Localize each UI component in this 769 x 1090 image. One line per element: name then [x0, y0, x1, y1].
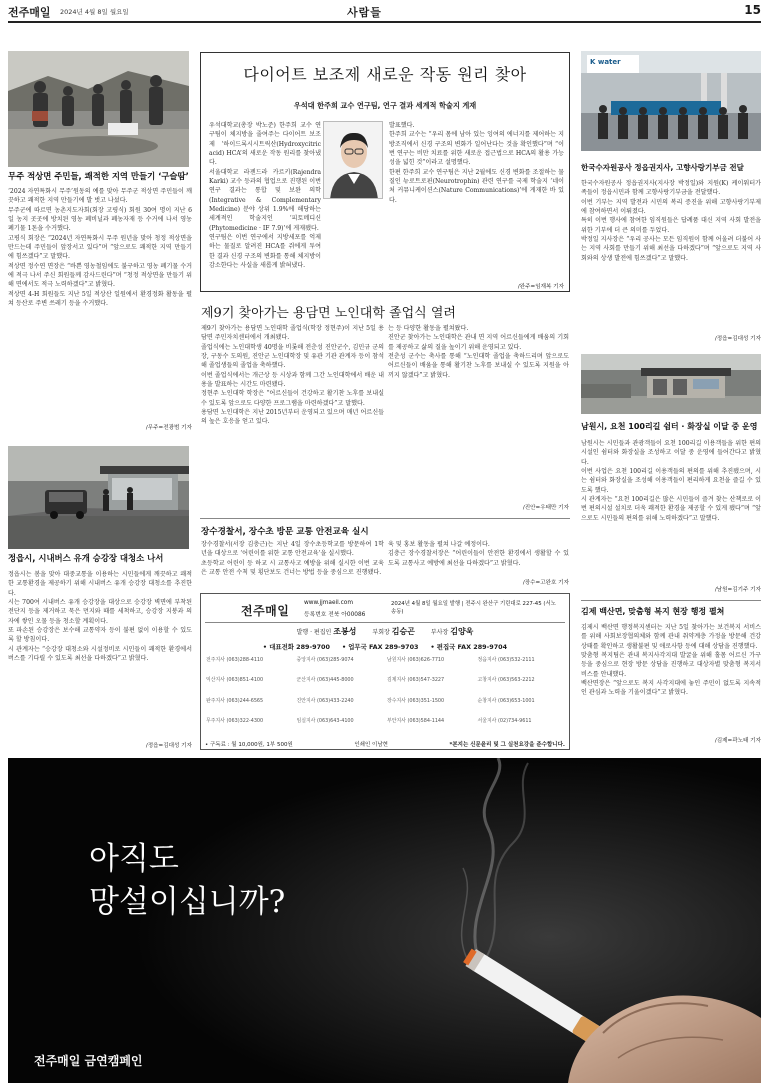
article-byline: /진안=우태만 기자 [522, 505, 569, 511]
article-byline: /정읍=김대성 기자 [714, 336, 761, 342]
article-body-left: 제9기 찾아가는 용담면 노인대학 졸업식(학장 정현주)이 지난 5일 용담면 주민자치센터에서 개최됐다. 졸업식에는 노인대학생 40명을 비롯해 전춘성 진안군수, 김민규 군의장, 구동수 도의원, 진안군 노인대학장 및 유관 기관 관계자 등이 참석해 졸업생들의 졸업을 축하했다. 이번 졸업식에서는 개근상 등 시상과 함께 그간 노인대학에서 배운 내용을 발표하는 시간도 마련됐다. 정현주 노인대학 학장은 “어르신들이 건강하고 활기찬 노후를 보내실 수 있도록 앞으로도 다양한 프로그램을 마련하겠다”고 말했다. 용담면 노인대학은 지난 2015년부터 운영되고 있으며 매년 어르신들의 높은 호응을 얻고 있다. [201, 325, 384, 426]
article-title: 무주 적상면 주민들, 쾌적한 지역 만들기 ‘구슬땀’ [8, 171, 189, 181]
branch-entry: 장수지사 (063)351-1500 [387, 697, 445, 704]
masthead-date: 2024년 4월 8일 월요일 [60, 8, 129, 16]
article-title: 한국수자원공사 정읍권지사, 고향사랑기부금 전달 [581, 163, 744, 172]
article-title: 정읍시, 시내버스 유개 승강장 대청소 나서 [8, 553, 164, 563]
feature-body-right: 발표했다. 한주희 교수는 “우리 몸에 남아 있는 잉여의 에너지를 제어하는 지방조직에서 신경 구조의 변화가 일어난다는 것을 확인했다”며 “이번 연구는 비만 치료를 위한 새로운 접근법으로 HCA의 활용 가능성을 넓힌 것”이라고 설명했다. 한편 한주희 교수 연구팀은 지난 2월에도 신경 변화를 조절하는 물질인 뉴로트로핀(Neurotrophin) 관련 연구를 국제 학술지 ‘네이처 커뮤니케이션스(Nature Communications)’에 게재한 바 있다. [389, 122, 564, 204]
imprint-logo: 전주매일 [241, 604, 290, 618]
phone-entry: • 편집국 FAX 289-9704 [430, 643, 508, 651]
portrait-professor [323, 121, 383, 199]
article-body: 정읍시는 봄을 맞아 대중교통을 이용하는 시민들에게 깨끗하고 쾌적한 교통환경을 제공하기 위해 시내버스 유개 승강장 대청소를 추진한다. 시는 700여 시내버스 유개 승강장을 대상으로 승강장 벽면에 부착된 전단지 등을 제거하고 묵은 먼지와 때를 세척하고, 승강장 지붕과 의자에 쌓인 오물 등을 청소할 계획이다. 또 파손된 승강장은 보수해 교통약자 등이 불편 없이 이용할 수 있도록 할 방침이다. 시 관계자는 “승강장 대청소와 시설정비로 시민들이 쾌적한 환경에서 버스를 기다릴 수 있도록 최선을 다하겠다”고 밝혔다. [8, 571, 192, 663]
photo-kwater-donation [581, 51, 761, 151]
article-title: 김제 백산면, 맞춤형 복지 현장 행정 펼쳐 [581, 607, 725, 616]
printer-name: 인쇄인 이남현 [354, 742, 388, 748]
feature-body-left: 우석대학교(총장 박노준) 한주희 교수 연구팀이 체지방을 줄여주는 다이어트 보조제 ‘하이드록시시트릭산(Hydroxycitric acid) HCA’의 새로운 작동 원리를 찾아냈다. 서울대학교 라젠드라 카르키(Rajendra Karki) 교수 등과의 협업으로 진행된 이번 연구 결과는 통합 및 보완 의학(Integrative & Complementary Medicine) 분야 상위 1.9%에 해당하는 세계적인 학술지인 ‘피토메디신(Phytomedicine · IF 7.9)’에 게재됐다. 연구팀은 이번 연구에서 지방세포를 억제하는 물질로 알려진 HCA를 쥐에게 투여한 결과 신경 구조의 변화를 통해 체지방이 감소한다는 사실을 새롭게 밝혀냈다. [209, 122, 321, 270]
staff-label: 부회장 [372, 629, 390, 636]
article-byline: /정읍=김대성 기자 [145, 743, 192, 749]
branch-entry: 무주지사 (063)322-4300 [206, 717, 264, 724]
staff-name: 김양욱 [450, 627, 474, 636]
divider [581, 600, 761, 601]
kwater-sign: K water [590, 58, 621, 66]
article-body: ‘2024 자연특화시 무주’원동의 예를 맞아 무주군 적상면 주민들이 깨끗하고 쾌적한 지역 만들기에 발 벗고 나섰다. 무주군에 따르면 농촌지도자회(회장 고평식) 회원 30여 명이 지난 6일 농지 곳곳에 방치된 영농 폐비닐과 폐농자재 등 수거에 나서 영농폐기물 1톤을 수거했다. 고평식 회장은 “2024년 자연특화시 무주 원년을 맞아 청정 적상면을 만드는데 주민들이 앞장서고 있다”며 “앞으로도 쾌적한 지역 만들기에 힘쓰겠다”고 말했다. 적상면 정수연 면장은 “바쁜 영농철임에도 불구하고 영농 폐기물 수거에 적극 나서 주신 회원들께 감사드린다”며 “청정 적상면을 만들기 위해 면에서도 적극 노력하겠다”고 밝혔다. 적상면 4-H 회원들도 지난 5일 적상산 일원에서 환경정화 활동을 펼쳐 등산로 주변 쓰레기 등을 수거했다. [8, 188, 192, 308]
divider [200, 518, 570, 519]
branch-entry: 중앙지사 (063)285-9074 [296, 657, 354, 663]
ethics-notice: *본지는 신문윤리 및 그 실천요강을 준수합니다. [449, 742, 565, 748]
feature-title: 다이어트 보조제 새로운 작동 원리 찾아 [243, 65, 527, 84]
branch-entry: 진안지사 (063)433-2240 [296, 697, 354, 704]
article-body: 남원시는 시민들과 관광객들이 요천 100리길 이용객들을 위한 편의시설인 쉼터와 화장실을 조성하고 이달 중 운영에 들어간다고 밝혔다. 이번 사업은 요천 100리길 이용객들의 편의를 위해 추진됐으며, 시는 쉼터와 화장실을 조성해 이용객들이 편리하게 요천을 즐길 수 있도록 했다. 시 관계자는 “요천 100리길은 많은 시민들이 즐겨 찾는 산책로로 이번 편의시설 설치로 더욱 쾌적한 환경을 제공할 수 있게 됐다”며 “앞으로도 시민들의 편의를 위해 노력하겠다”고 말했다. [581, 440, 761, 522]
branch-entry: 남원지사 (063)626-7710 [387, 657, 445, 663]
imprint-reg: 등록번호 전북 아00086 [304, 612, 366, 618]
article-byline: /남원=김기주 기자 [714, 587, 761, 593]
staff-name: 김승곤 [391, 627, 415, 636]
imprint-footer [205, 740, 565, 748]
article-body-right: 는 등 다양한 활동을 펼쳐왔다. 진안군 찾아가는 노인대학은 관내 면 지역 어르신들에게 배움의 기회를 제공하고 삶의 질을 높이기 위해 운영되고 있다. 전춘성 군수는 축사를 통해 “노인대학 졸업을 축하드리며 앞으로도 어르신들이 배움을 통해 활기찬 노후를 보내실 수 있도록 지원을 아끼지 않겠다”고 밝혔다. [388, 325, 569, 379]
masthead-section: 사람들 [347, 6, 382, 19]
masthead-rule [8, 21, 761, 23]
branch-entry: 임실지사 (063)643-4100 [296, 717, 354, 724]
article-title: 제9기 찾아가는 용담면 노인대학 졸업식 열려 [201, 306, 456, 321]
feature-byline: /완주=임재복 기자 [517, 284, 564, 290]
ad-headline-line2: 망설이십니까? [89, 884, 286, 920]
staff-label: 부사장 [430, 629, 449, 636]
imprint-directory [206, 656, 564, 736]
photo-volunteers [8, 51, 189, 167]
imprint-rule [205, 622, 565, 623]
branch-entry: 부안지사 (063)584-1144 [387, 717, 445, 724]
article-byline: /장수=고완호 기자 [522, 580, 569, 586]
ad-headline-line1: 아직도 [89, 841, 179, 877]
branch-entry: 김제지사 (063)547-3227 [387, 677, 445, 684]
article-title: 남원시, 요천 100리길 쉼터 · 화장실 이달 중 운영 [581, 422, 758, 431]
branch-entry: 순창지사 (063)653-1001 [477, 697, 535, 704]
branch-entry: 완주지사 (063)244-6565 [206, 697, 264, 704]
branch-entry: 전주지사 (063)288-4110 [206, 657, 264, 663]
staff-name: 조봉성 [333, 627, 357, 636]
imprint-address: 2024년 4월 8일 월요일 발행 | 전주시 완산구 기린대로 227-45 (서노송동) [391, 601, 556, 615]
imprint-staff [205, 626, 565, 638]
masthead-paper: 전주매일 [8, 6, 51, 19]
page-number: 15 [744, 3, 761, 17]
branch-entry: 익산지사 (063)851-4100 [206, 677, 264, 684]
article-body: 김제시 백산면 행정복지센터는 지난 5일 찾아가는 보건복지 서비스를 위해 사회보장협의체와 함께 관내 취약계층 가정을 방문해 건강 상태를 확인하고 생활불편 및 애로사항 등에 대해 상담을 진행했다. 맞춤형 복지팀은 관내 복지사각지대 발굴을 위해 홀몸 어르신 가구 등을 중심으로 현장 방문 상담을 진행하고 대상자별 맞춤형 복지서비스를 안내했다. 백산면장은 “앞으로도 복지 사각지대에 놓인 주민이 없도록 지속적인 관심과 노력을 기울이겠다”고 밝혔다. [581, 624, 761, 697]
branch-entry: 서울지사 (02)734-9611 [477, 717, 532, 724]
phone-entry: • 업무국 FAX 289-9703 [341, 643, 419, 651]
feature-subtitle: 우석대 한주희 교수 연구팀, 연구 결과 세계적 학술지 게재 [293, 101, 477, 110]
masthead [8, 2, 761, 20]
article-title: 장수경찰서, 장수초 방문 교통 안전교육 실시 [201, 527, 369, 537]
article-byline: /무주=전광범 기자 [145, 425, 192, 431]
imprint-phones [205, 642, 565, 651]
branch-entry: 고창지사 (063)563-2212 [477, 677, 535, 684]
article-body: 한국수자원공사 정읍권지사(지사장 박정일)와 지원(K) 케이워터가족들이 정읍시민과 함께 고향사랑기부금을 전달했다. 이번 기부는 지역 발전과 시민의 복리 증진을 위해 고향사랑기부제에 참여하면서 이뤄졌다. 특히 이번 행사에 참여한 임직원들은 답례품 대신 지역 사회 발전을 위한 기부에 더 큰 의미를 두었다. 박정일 지사장은 “우리 공사는 모든 임직원이 함께 어울려 더불어 사는 지역 사회를 만들기 위해 최선을 다하겠다”며 “앞으로도 지역 사회와의 상생 발전에 힘쓰겠다”고 말했다. [581, 180, 761, 262]
phone-entry: • 대표전화 289-9700 [262, 643, 330, 651]
ad-campaign-label: 전주매일 금연캠페인 [34, 1054, 143, 1068]
branch-entry: 군산지사 (063)445-8000 [296, 677, 354, 684]
staff-entry [297, 626, 357, 638]
branch-entry: 정읍지사 (063)532-2111 [477, 657, 535, 663]
staff-entry [372, 626, 415, 638]
article-body-right: 육 및 홍보 활동을 펼쳐 나갈 예정이다. 김충근 장수경찰서장은 “어린이들이 안전한 환경에서 생활할 수 있도록 교통사고 예방에 최선을 다하겠다”고 밝혔다. [388, 541, 569, 567]
article-byline: /김제=곽노태 기자 [714, 738, 761, 744]
staff-entry [431, 626, 474, 638]
anti-smoking-ad [8, 758, 761, 1083]
photo-bus-stop [8, 446, 189, 549]
staff-label: 발행 · 편집인 [296, 629, 332, 636]
article-body-left: 장수경찰서(서장 김충근)는 지난 4일 장수초등학교를 방문하여 1학년을 대상으로 ‘어린이를 위한 교통 안전교육’을 실시했다. 초등학교 어린이 등 하교 시 교통사고 예방을 위해 실시한 이번 교육은 교통 안전 수칙 및 횡단보도 건너는 방법 등을 중심으로 진행됐다. [201, 541, 384, 577]
imprint-url: www.jjmaeil.com [304, 600, 353, 606]
subscription-fee: • 구독료 : 월 10,000원, 1부 500원 [205, 742, 293, 748]
photo-rest-area [581, 354, 761, 414]
